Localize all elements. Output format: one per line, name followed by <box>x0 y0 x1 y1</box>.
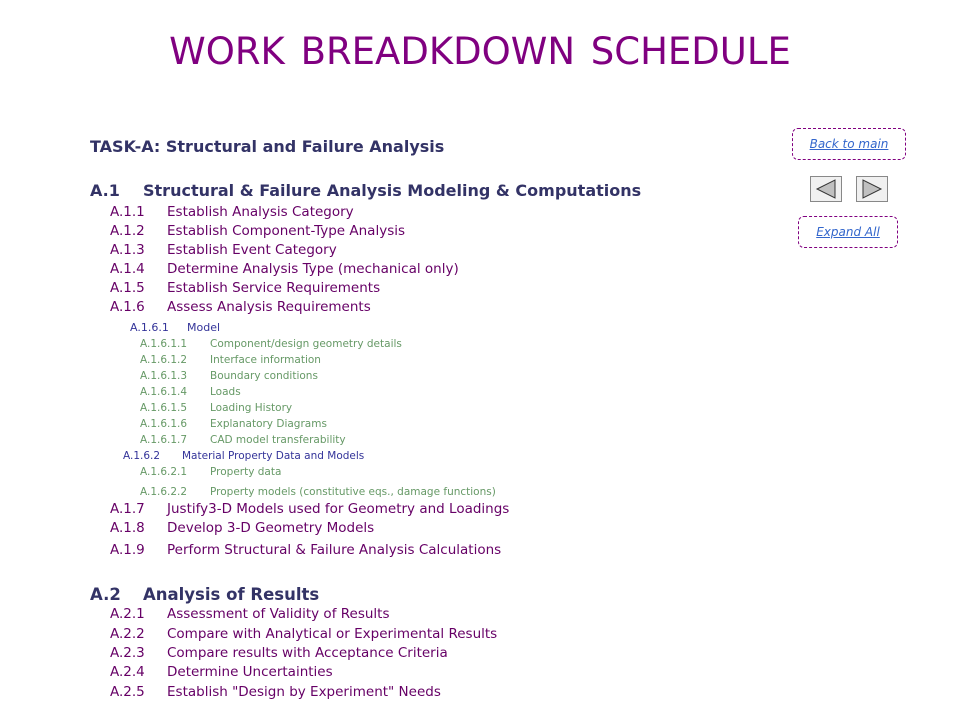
wbs-text: Loading History <box>210 402 293 414</box>
wbs-text: Establish Component-Type Analysis <box>167 223 406 239</box>
wbs-item <box>110 280 380 296</box>
wbs-item <box>140 486 496 498</box>
wbs-text: Establish Event Category <box>167 242 337 258</box>
wbs-text: Structural & Failure Analysis Modeling & Computations <box>143 181 642 200</box>
wbs-number: A.1.6.1.2 <box>140 354 188 366</box>
task-heading: TASK-A: Structural and Failure Analysis <box>90 137 445 156</box>
wbs-number: A.1.7 <box>110 501 145 517</box>
wbs-text: Establish "Design by Experiment" Needs <box>167 684 441 700</box>
wbs-number: A.1.4 <box>110 261 145 277</box>
wbs-number: A.1.6.1.4 <box>140 386 188 398</box>
wbs-text: Assess Analysis Requirements <box>167 299 371 315</box>
wbs-text: Justify3-D Models used for Geometry and Loadings <box>167 501 510 517</box>
wbs-text: CAD model transferability <box>210 434 346 446</box>
wbs-number: A.1.1 <box>110 204 145 220</box>
wbs-number: A.2.2 <box>110 626 145 642</box>
wbs-text: Analysis of Results <box>143 585 320 604</box>
wbs-item <box>123 450 364 462</box>
wbs-number: A.1.6.1.6 <box>140 418 188 430</box>
wbs-number: A.1.6.1.3 <box>140 370 188 382</box>
wbs-item <box>110 606 389 622</box>
right-triangle-icon <box>857 177 887 201</box>
wbs-text: Establish Analysis Category <box>167 204 354 220</box>
wbs-text: Perform Structural & Failure Analysis Calculations <box>167 542 502 558</box>
wbs-text: Model <box>187 321 221 334</box>
wbs-item <box>140 354 321 366</box>
wbs-text: Assessment of Validity of Results <box>167 606 390 622</box>
wbs-text: Determine Analysis Type (mechanical only) <box>167 261 459 277</box>
page-title: WORK BREADKDOWN SCHEDULE <box>169 30 791 73</box>
wbs-item <box>110 664 333 680</box>
wbs-item <box>110 299 371 315</box>
wbs-item <box>140 418 327 430</box>
wbs-item <box>140 386 241 398</box>
wbs-text: Compare results with Acceptance Criteria <box>167 645 448 661</box>
wbs-item <box>110 645 448 661</box>
wbs-text: Material Property Data and Models <box>182 450 365 462</box>
wbs-item <box>110 501 509 517</box>
wbs-text: Explanatory Diagrams <box>210 418 327 430</box>
wbs-item <box>130 321 220 334</box>
wbs-number: A.1.6.2.1 <box>140 466 188 478</box>
wbs-number: A.1.6.2.2 <box>140 486 188 498</box>
wbs-number: A.1.6.1.7 <box>140 434 188 446</box>
wbs-item <box>110 626 497 642</box>
wbs-item <box>110 204 354 220</box>
wbs-number: A.1.6.1.1 <box>140 338 188 350</box>
next-button[interactable] <box>856 176 888 202</box>
wbs-item <box>110 261 459 277</box>
wbs-number: A.1.5 <box>110 280 145 296</box>
expand-all-button[interactable]: Expand All <box>798 216 898 248</box>
wbs-text: Develop 3-D Geometry Models <box>167 520 375 536</box>
wbs-text: Establish Service Requirements <box>167 280 381 296</box>
wbs-number: A.2.4 <box>110 664 145 680</box>
wbs-number: A.1.6.1 <box>130 321 169 334</box>
wbs-number: A.1.6.2 <box>123 450 161 462</box>
wbs-number: A.2.5 <box>110 684 145 700</box>
wbs-item <box>140 466 281 478</box>
wbs-text: Property data <box>210 466 282 478</box>
wbs-number: A.2.1 <box>110 606 145 622</box>
wbs-item <box>110 223 405 239</box>
wbs-item-a2 <box>90 585 319 604</box>
wbs-item <box>140 402 292 414</box>
wbs-item <box>110 242 337 258</box>
wbs-number: A.1.6.1.5 <box>140 402 188 414</box>
wbs-number: A.1.6 <box>110 299 145 315</box>
wbs-text: Boundary conditions <box>210 370 318 382</box>
wbs-number: A.1.3 <box>110 242 145 258</box>
wbs-item <box>110 684 441 700</box>
wbs-item <box>140 370 318 382</box>
wbs-text: Interface information <box>210 354 321 366</box>
wbs-item <box>140 338 402 350</box>
wbs-number: A.1.2 <box>110 223 145 239</box>
wbs-item-a1 <box>90 181 641 200</box>
wbs-number: A.2 <box>90 585 121 604</box>
wbs-item <box>140 434 346 446</box>
previous-button[interactable] <box>810 176 842 202</box>
wbs-text: Loads <box>210 386 241 398</box>
wbs-text: Property models (constitutive eqs., damage functions) <box>210 486 496 498</box>
wbs-number: A.1 <box>90 181 120 200</box>
wbs-number: A.2.3 <box>110 645 145 661</box>
wbs-text: Component/design geometry details <box>210 338 402 350</box>
wbs-number: A.1.9 <box>110 542 145 558</box>
wbs-number: A.1.8 <box>110 520 145 536</box>
wbs-item <box>110 542 501 558</box>
left-triangle-icon <box>811 177 841 201</box>
wbs-text: Determine Uncertainties <box>167 664 333 680</box>
wbs-item <box>110 520 374 536</box>
wbs-text: Compare with Analytical or Experimental Results <box>167 626 498 642</box>
back-to-main-button[interactable]: Back to main <box>792 128 906 160</box>
